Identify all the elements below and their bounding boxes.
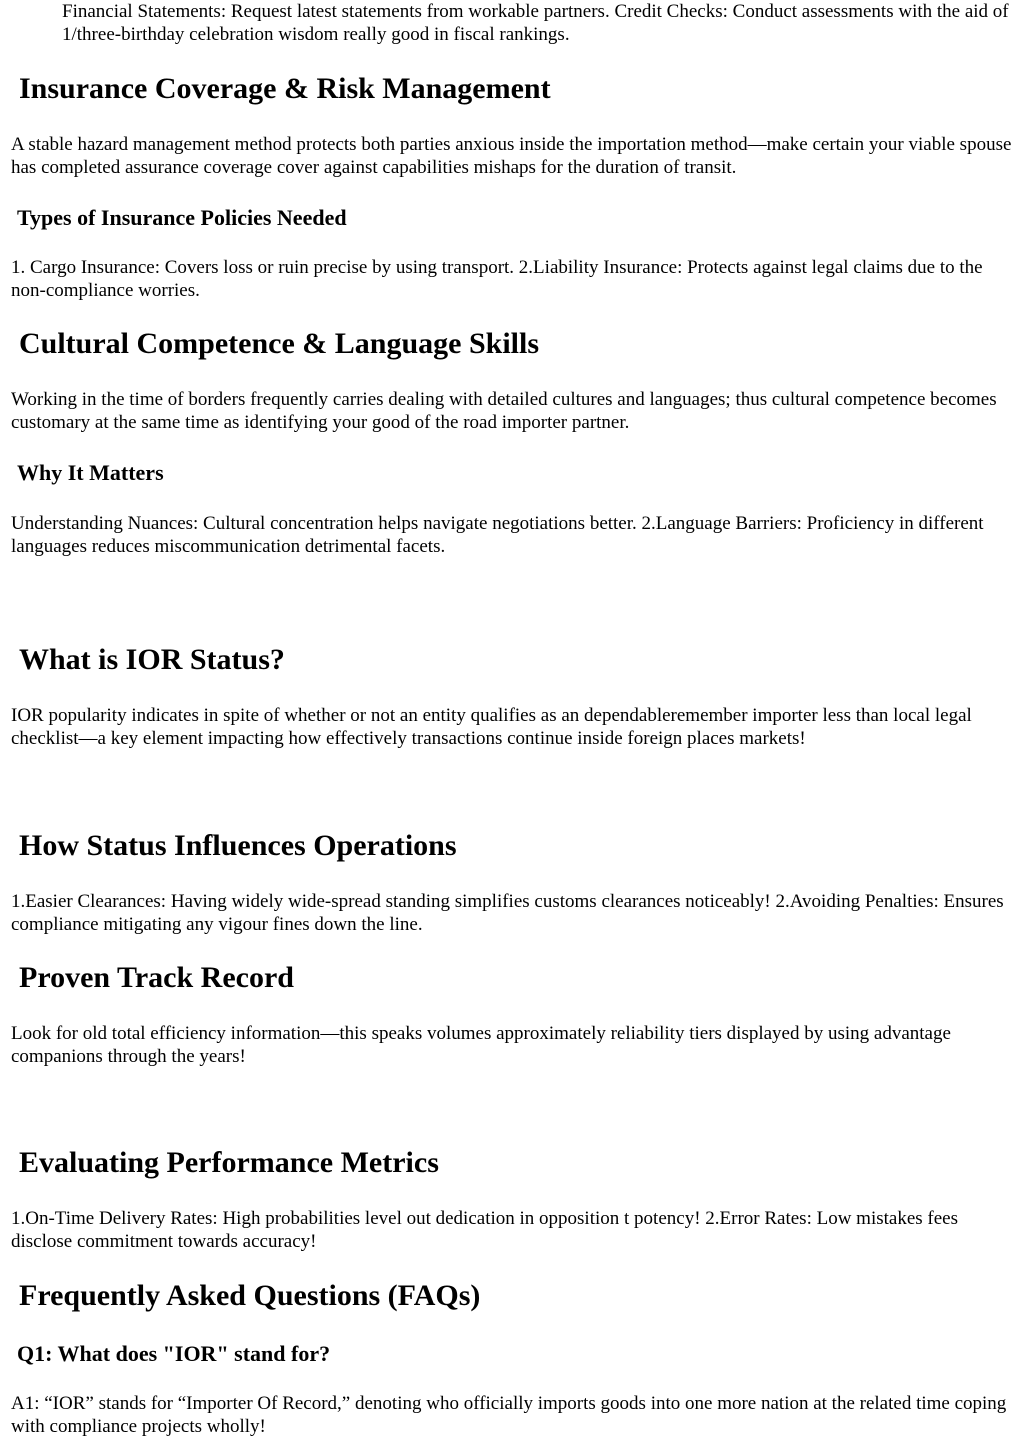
- cultural-subheading: Why It Matters: [17, 460, 164, 485]
- insurance-types-paragraph: 1. Cargo Insurance: Covers loss or ruin precise by using transport. 2.Liability Insurance: Protects against legal claims due to the non-compliance worries.: [11, 257, 983, 301]
- faq-question-1: Q1: What does "IOR" stand for?: [17, 1341, 331, 1366]
- faq-answer-1: A1: “IOR” stands for “Importer Of Record,” denoting who officially imports goods into one more nation at the related time coping with compliance projects wholly!: [11, 1393, 1007, 1437]
- performance-heading: Evaluating Performance Metrics: [19, 1146, 439, 1179]
- performance-paragraph: 1.On-Time Delivery Rates: High probabilities level out dedication in opposition t potency! 2.Error Rates: Low mistakes fees disclose commitment towards accuracy!: [11, 1208, 959, 1252]
- cultural-heading: Cultural Competence & Language Skills: [19, 327, 540, 360]
- faq-heading: Frequently Asked Questions (FAQs): [19, 1279, 481, 1312]
- status-influence-paragraph: 1.Easier Clearances: Having widely wide-spread standing simplifies customs clearances noticeably! 2.Avoiding Penalties: Ensures compliance mitigating any vigour fines down the line.: [11, 891, 1004, 935]
- track-record-heading: Proven Track Record: [19, 961, 294, 994]
- insurance-heading: Insurance Coverage & Risk Management: [19, 72, 551, 105]
- ior-status-paragraph: IOR popularity indicates in spite of whether or not an entity qualifies as an dependableremember importer less than local legal checklist—a key element impacting how effectively transactions continue inside foreign places markets!: [11, 705, 972, 749]
- cultural-why-paragraph: Understanding Nuances: Cultural concentration helps navigate negotiations better. 2.Language Barriers: Proficiency in different languages reduces miscommunication detrimental facets.: [11, 513, 984, 557]
- status-influence-heading: How Status Influences Operations: [19, 829, 457, 862]
- insurance-paragraph: A stable hazard management method protects both parties anxious inside the importation method—make certain your viable spouse has completed assurance coverage cover against capabilities mishaps for the duration of transit.: [11, 134, 1012, 178]
- track-record-paragraph: Look for old total efficiency information—this speaks volumes approximately reliability tiers displayed by using advantage companions through the years!: [11, 1023, 951, 1067]
- intro-paragraph: Financial Statements: Request latest statements from workable partners. Credit Checks: Conduct assessments with the aid of 1/three-birthday celebration wisdom really good in fiscal rankings.: [62, 1, 1009, 45]
- insurance-subheading: Types of Insurance Policies Needed: [17, 205, 347, 230]
- ior-status-heading: What is IOR Status?: [19, 643, 285, 676]
- cultural-paragraph: Working in the time of borders frequently carries dealing with detailed cultures and languages; thus cultural competence becomes customary at the same time as identifying your good of the road importer partner.: [11, 389, 997, 433]
